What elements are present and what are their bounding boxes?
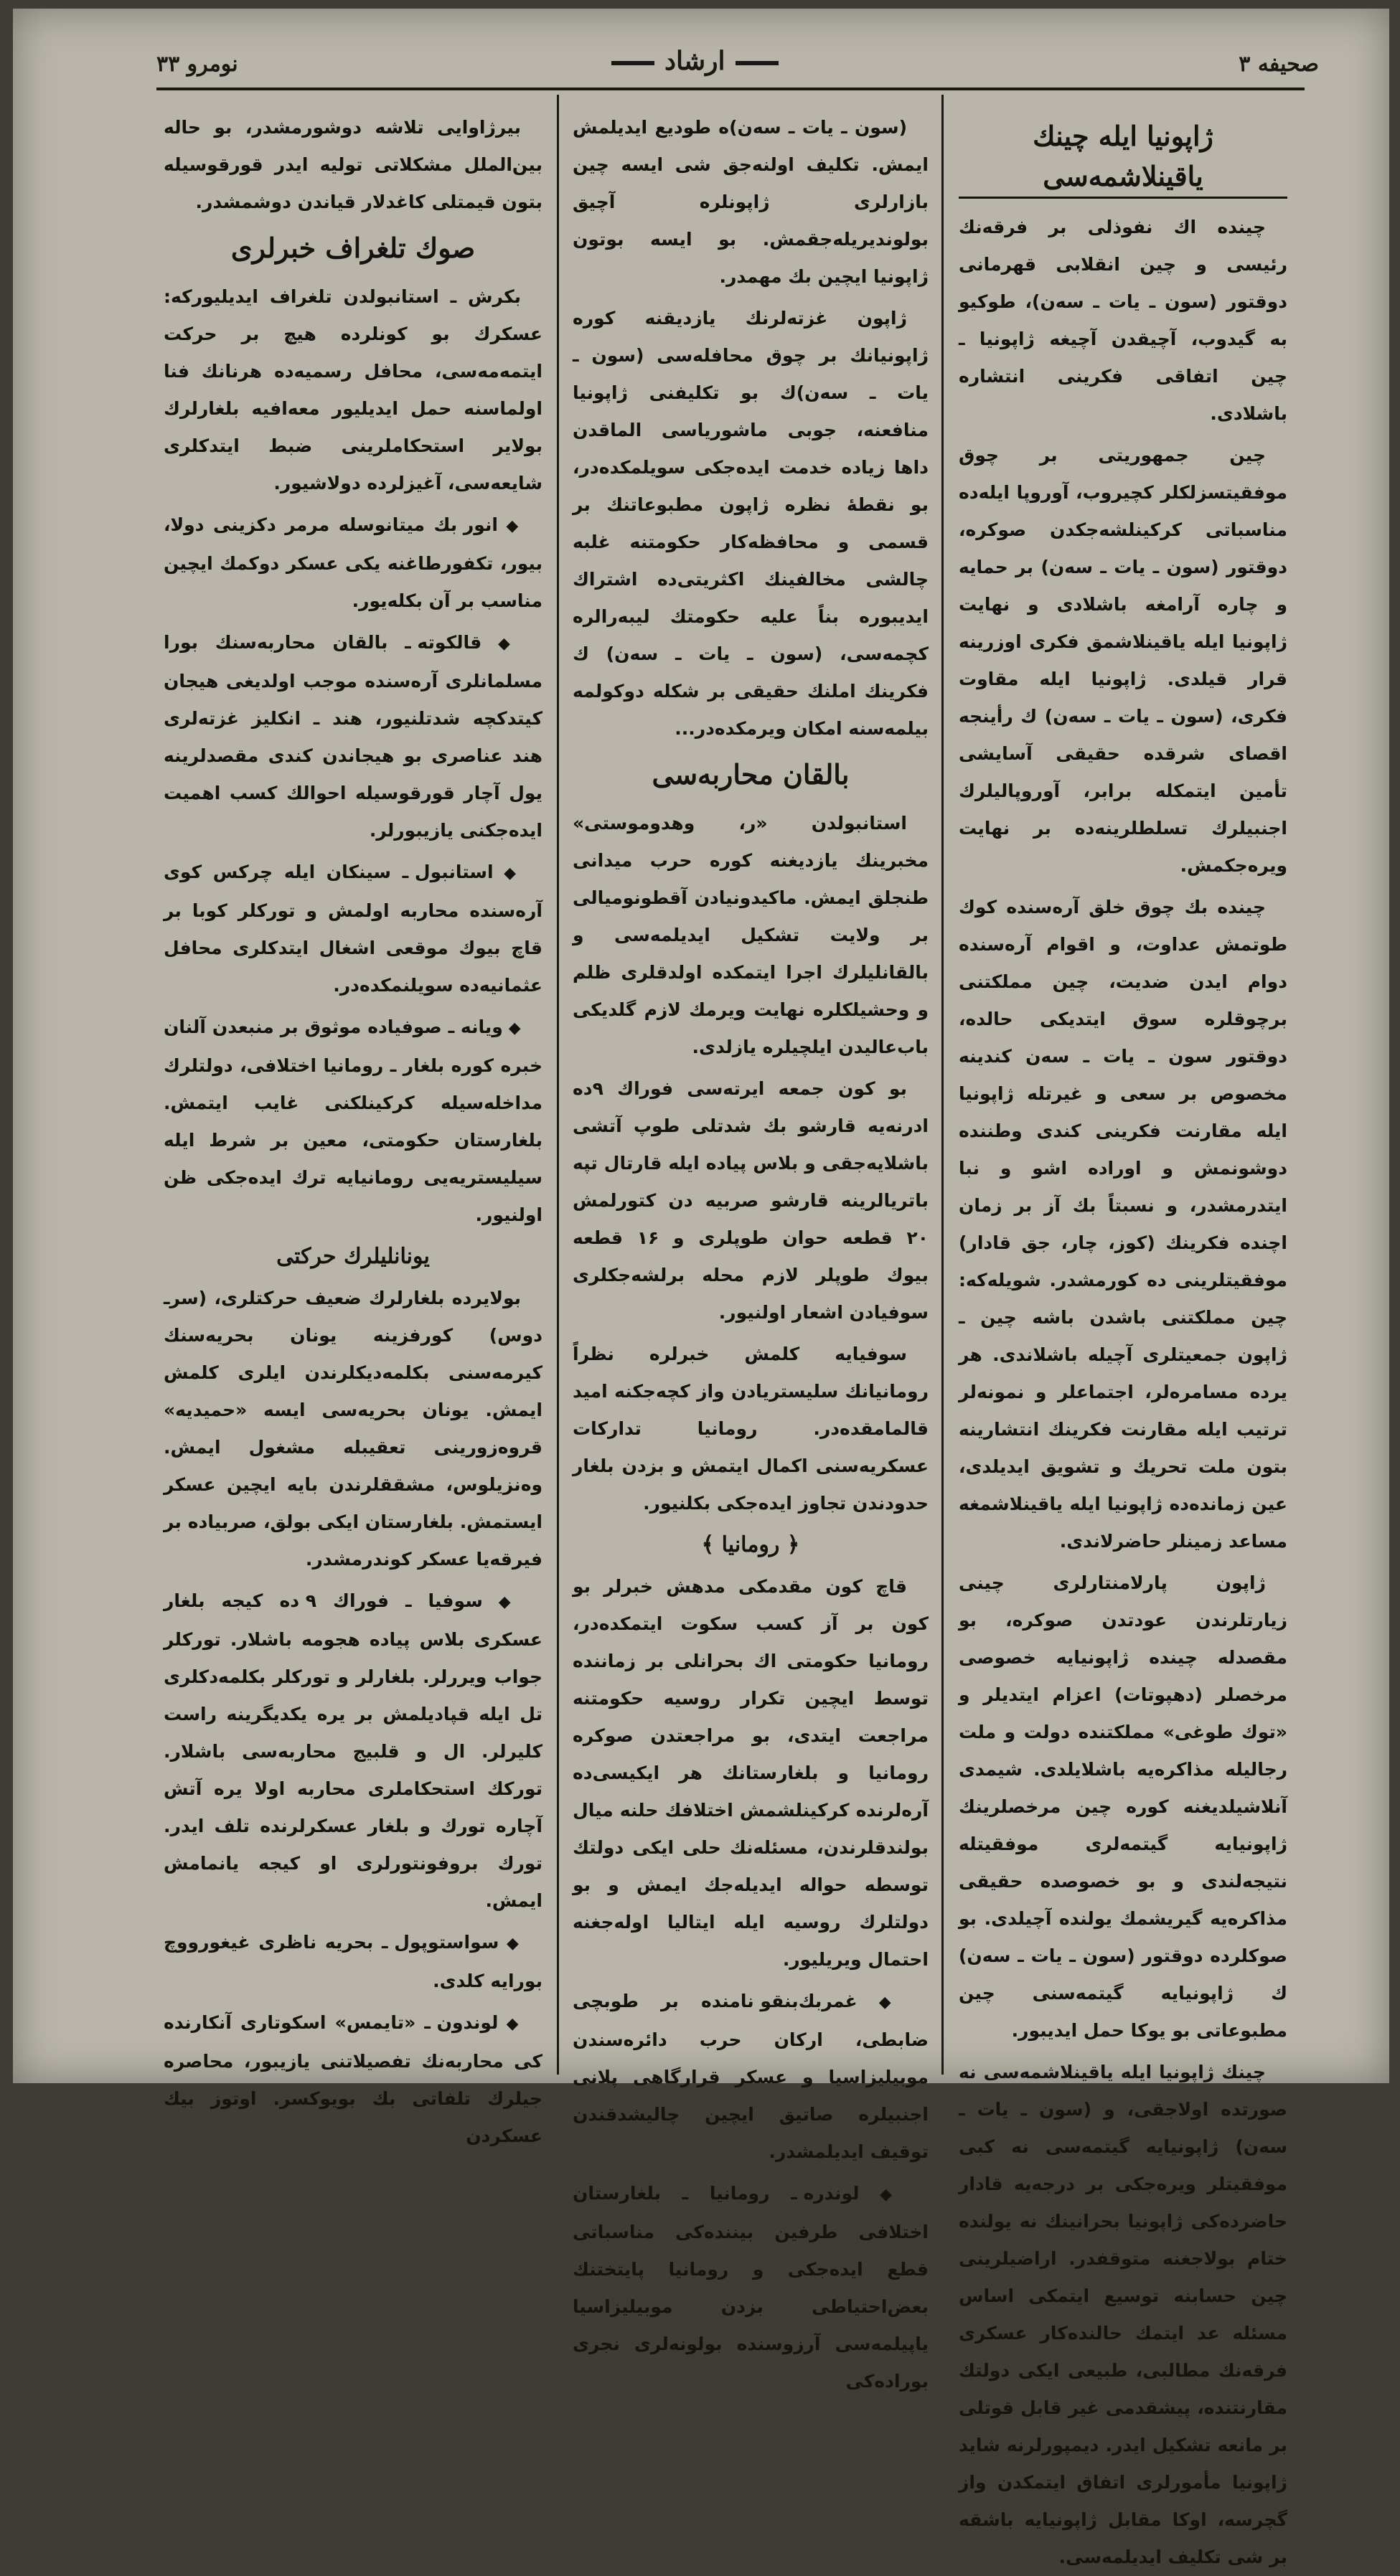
article-paragraph: چینده اك نفوذلی بر فرقه‌نك رئیسی و چین انقلابی قهرمانی دوقتور (سون ـ یات ـ سه‌ن)، طوكیو به گیدوب، آچیقدن آچیغه ژاپونیا ـ چین اتفاقی فكرینی انتشاره باشلادی.: [959, 217, 1287, 424]
article-paragraph: چین جمهوریتی بر چوق موفقیتسزلكلر كچیروب، آوروپا ایله‌ده مناسباتی كركینلشه‌جكدن صوكره، دوقتور (سون ـ یات ـ سه‌ن) بر حمایه و چاره آرامغه باشلادی و نهایت ژاپونیا ایله یاقینلاشمق فكری اوزرینه قرار قیلدی. ژاپونیا ایله مقاوت فكری، (سون ـ یات ـ سه‌ن) ك رأینجه اقصای شرقده حقیقی آسایشی تأمین ایتمكله برابر، آوروپالیلرك اجنبیلرك تسلطلرینه‌ده بر نهایت ویره‌جكمش.: [959, 445, 1287, 876]
article-paragraph: چینك ژاپونیا ایله یاقینلاشمه‌سی نه صورتده اولاجقی، و (سون ـ یات ـ سه‌ن) ژاپونیایه گیتمه‌سی نه كبی موفقیتلر ویره‌جكی بر درجه‌یه قادار حاضرده‌كی ژاپونیا بحرانینك نه یولنده ختام بولاجغنه متوقفدر. اراضیلرینی چین حسابنه توسیع ایتمكی اساس مسئله عد ایتمك حالنده‌كار عسكری فرقه‌نك مطالبی، طبیعی ایكی دولتك مقارنتنده، پیشقدمی غیر قابل قوتلی بر مانعه تشكیل ایدر. دیمپورلرنه شاید ژاپونیا مأمورلری اتفاق ایتمكدن واز گچرسه، اوكا مقابل ژاپونیایه باشقه بر شی تكلیف ایدیلمه‌سی.: [959, 2062, 1287, 2567]
article-paragraph: چینده بك چوق خلق آره‌سنده كوك طوتمش عداوت، و اقوام آره‌سنده دوام ایدن ضدیت، چین مملكتنی بر‌چوقلره سوق ایتدیكی حالده، دوقتور سون ـ یات ـ سه‌ن كندینه مخصوص بر سعی و غیرتله ژاپونیا ایله مقارنت فكرینی كندی وطننده دوشونمش و اوراده اشو و نبا ایتدرمشدر، و نسبتاً بك آز بر زمان اچنده فكرینك (كوز، چار، جق قادار) موفقیتلرینی ده كورمشدر. شویله‌كه: چین مملكتنی باشدن باشه چین ـ ژاپون جمعیتلری آچیله باشلاندی. هر یرده مسامره‌لر، اجتماعلر و نمونه‌لر ترتیب ایله مقارنت فكرینك انتشارینه بتون ملت تحریك و تشویق ایدیلدی، عین زمانده‌ده ژاپونیا ایله یاقینلاشمغه مساعد زمینلر حاضرلاندی.: [959, 897, 1287, 1552]
news-item: ◆ لوندره ـ رومانیا ـ بلغارستان اختلافی طرفین بیننده‌كی مناسباتی قطع ایده‌جكی و رومانیا پایتختنك بعض‌احتیاطی بزدن موبیلیزاسیا یاپیلمه‌سی آرزوسنده بولونه‌لری نجری بوراده‌كی: [573, 2175, 929, 2400]
column-divider: [941, 95, 944, 2075]
news-item: ◆ استانبول ـ سینكان ایله چركس كوی آره‌سنده محاربه اولمش و توركلر كوبا بر قاچ بیوك موقعی اشغال ایتدكلری محافل عثمانیه‌ده سویلنمكده‌در.: [164, 854, 542, 1004]
news-item: ◆ سواستوپول ـ بحریه ناظری غیغورووچ بورایه كلدی.: [164, 1924, 542, 2000]
news-item: ◆ انور بك میتانوسله مرمر دكزینی دولا، بیور، تكفورطاغنه یكی عسكر دوكمك ایچین مناسب بر آن بكله‌یور.: [164, 506, 542, 620]
column-divider: [557, 95, 559, 2075]
masthead-title: ارشاد: [601, 46, 789, 76]
page-header: [156, 43, 1319, 100]
article-paragraph: استانبولدن «ر، وهدوموستی» مخبرینك یازدیغنه كوره حرب میدانی طنجلق ایمش. ماكیدونیادن آقطونومیالی بر ولایت تشكیل ایدیلمه‌سی و بالقانلیلرك اجرا ایتمكده اولدقلری ظلم و وحشیلكلره نهایت ویرمك لازم گلدیكی باب‌عالیدن ایلچیلره یازلدی.: [573, 813, 929, 1057]
news-item: بكرش ـ استانبولدن تلغراف ایدیلیوركه: عسكرك بو كونلرده هیچ بر حركت‌ ایتمه‌مه‌سی، محافل رسمیه‌ده هرنانك فنا اولماسنه حمل ایدیلیور معه‌افیه بلغارلرك بولایر استحكاملرینی ضبط ایتدكلری شایعه‌سی، آغیزلرده دولاشیور.: [164, 286, 542, 494]
news-item: ◆ قالكوته ـ بالقان محاربه‌سنك بورا مسلمانلری آره‌سنده موجب اولدیغی هیجان كیتدكچه شدتلنیور، هند ـ انكلیز غزته‌لری هند عناصری بو هیجاندن كندی مقصدلرینه یول آچار قورقوسیله احوالك كسب اهمیت ایده‌جكنی یازیبورلر.: [164, 624, 542, 849]
article-title-japan-china: ژاپونیا ایله چینك یاقینلاشمه‌سی: [959, 116, 1287, 199]
article-paragraph: قاچ كون مقدمكی مدهش خبرلر بو كون بر آز كسب سكوت ایتمكده‌در، رومانیا حكومتی اك بحرانلی بر زماننده توسط ایچین تكرار روسیه حكومتنه مراجعت ایتدی، بو مراجعتدن صوكره رومانیا و بلغارستانك هر ایكیسی‌ده آره‌لرنده كركینلشمش اختلافك حلنه میال بولندقلرندن، مسئله‌نك حلی ایكی دولتك توسطه حواله ایدیله‌جك ایمش و بو دولتلرك روسیه ایله ایتالیا اوله‌جغنه احتمال ویریلیور.: [573, 1576, 929, 1970]
section-subtitle-romania: ﴿ رومانیا ﴾: [701, 1532, 800, 1557]
article-title-balkan-war: بالقان محاربه‌سی: [652, 758, 850, 791]
news-item: ◆ لوندون ـ «تایمس» اسكوتاری آنكارنده كی محاربه‌نك تفصیلاتنی یازیبور، محاصره جیلرك تلفاتی بك بویوكسر. اوتوز بیك عسكردن: [164, 2004, 542, 2155]
news-item: ◆ غمربك‌بنقو نامنده بر طوبچی ضابطی، اركان حرب دائره‌سندن موبیلیزاسیا و عسكر قرارگاهی پلانی اجنبیلره صاتیق ایچین چالیشدقندن توقیف ایدیلمشدر.: [573, 1983, 929, 2171]
header-rule: [156, 88, 1305, 90]
article-paragraph: بیرژاوایی تلاشه دوشورمشدر، بو حاله بین‌الملل مشكلاتی تولیه ایدر قورقوسیله بتون قیمتلی كاغدلار قیاندن دوشمشدر.: [164, 117, 542, 212]
news-item: ◆ ویانه ـ صوفیاده موثوق بر منبعدن آلنان خبره كوره بلغار ـ رومانیا اختلافی، دولتلرك مداخله‌سیله كركینلكنی غایب ایتمش. بلغارستان حكومتی، معین بر شرط ایله سیلیستریه‌یی رومانیایه ترك ایده‌جكی ظن اولنیور.: [164, 1009, 542, 1234]
article-title-telegraph-news: صوك تلغراف خبرلری: [230, 232, 476, 264]
article-paragraph: بو كون جمعه ایرته‌سی فوراك ۹ده ادرنه‌یه قارشو بك شدتلی طوپ آتشی باشلایه‌جقی و بلاس پیاده ایله قارتال تپه باتریالرینه قارشو صربیه دن كتورلمش ۲۰ قطعه حوان طوپلری و ۱۶ قطعه بیوك طوپلر لازم محله برلشه‌جكلری سوفیادن اشعار اولنیور.: [573, 1078, 929, 1323]
column-right: [959, 109, 1287, 2567]
column-middle: [573, 109, 929, 2392]
page-number-label: صحیفه ۳: [1239, 52, 1319, 77]
section-subtitle-greeks: یونانلیلرك حركتی: [276, 1244, 430, 1269]
issue-number-label: نومرو ۳۳: [156, 52, 238, 77]
article-paragraph: بولایرده بلغارلرك ضعیف حركتلری، (سرـ دوس) كورفزینه یونان بحریه‌سنك كیرمه‌سنی بكلمه‌دیكلرندن ایلری كلمش ایمش. یونان بحریه‌سی ایسه «حمیدیه» قروه‌زورینی تعقیبله مشغول ایمش. وه‌نزیلوس، مشققلرندن بایه ایچین عسكر ایستمش. بلغارستان ایكی بولق، صربیاده بر فیرقه‌یا عسكر كوندرمشدر.: [164, 1288, 542, 1570]
article-paragraph: سوفیایه كلمش خبرلره نظراً رومانیانك سلیستریادن واز كچه‌جكنه امید قالمامقده‌در. رومانیا تداركات عسكریه‌سنی اكمال ایتمش و بزدن بلغار حدودندن تجاوز ایده‌جكی بكلنیور.: [573, 1344, 929, 1514]
news-item: ◆ سوفیا ـ فوراك ۹ ده كیجه بلغار عسكری بلاس پیاده هجومه باشلار. توركلر جواب ویررلر. بلغارلر و توركلر بكلمه‌دكلری تل ایله قپادیلمش بر یره یكدیگرینه راست كلیرلر. ال و قلبیج محاربه‌سی باشلار. توركك استحكاملری محاربه اولا یره آتش آچاره تورك و بلغار عسكرلرنده تلف ایدر. تورك بروفونتورلری او كیجه یانمامش ایمش.: [164, 1582, 542, 1920]
article-paragraph: (سون ـ یات ـ سه‌ن)ه طودیع ایدیلمش ایمش. تكلیف اولنه‌جق شی ایسه چین بازارلری ژاپونلره آچیق بولوندیریله‌جقمش. بو ایسه بوتون ژاپونیا ایچین بك مهمدر.: [573, 117, 929, 287]
column-left: [164, 109, 542, 2146]
article-paragraph: ژاپون غزته‌لرنك یازدیقنه كوره ژاپونیانك بر چوق محافله‌سی (سون ـ یات ـ سه‌ن)ك بو تكلیفنی ژاپونیا منافعنه، جوبی ماشوریاسی الماقدن داها زیاده خدمت ایده‌جكی سویلمكده‌در، بو نقطهٔ نظره ژاپون مطبوعاتنك بر قسمی و محافظه‌كار حكومتنه غلبه چالشی مخالفینك اكثریتی‌ده اشتراك ایدیبوره بناً علیه حكومتك لیبه‌رالره كچمه‌سی، (سون ـ یات ـ سه‌ن) ك فكرینك املنك حقیقی بر شكله دوكولمه بیلمه‌سنه امكان ویرمكده‌در...: [573, 308, 929, 739]
newspaper-page: [13, 9, 1389, 2567]
article-paragraph: ژاپون پارلامنتارلری چینی زیارتلرندن عودتدن صوكره، بو مقصدله چینده ژاپونیایه خصوصی مرخصلر (دهپوتات) اعزام ایتدیلر و «توك طوغی» مملكتنده دولت و ملت رجالیله مذاكره‌یه باشلایلدی. شیمدی آنلاشیلدیغنه كوره چین مرخصلرینك ژاپونیایه گیتمه‌لری موفقیتله نتیجه‌لندی و بو خصوصده حقیقی مذاكره‌یه گیریشمك یولنده آچیلدی. بو صوكلرده دوقتور (سون ـ یات ـ سه‌ن) ك ژاپونیایه گیتمه‌سنی چین مطبوعاتی بو یوكا حمل ایدیبور.: [959, 1572, 1287, 2041]
